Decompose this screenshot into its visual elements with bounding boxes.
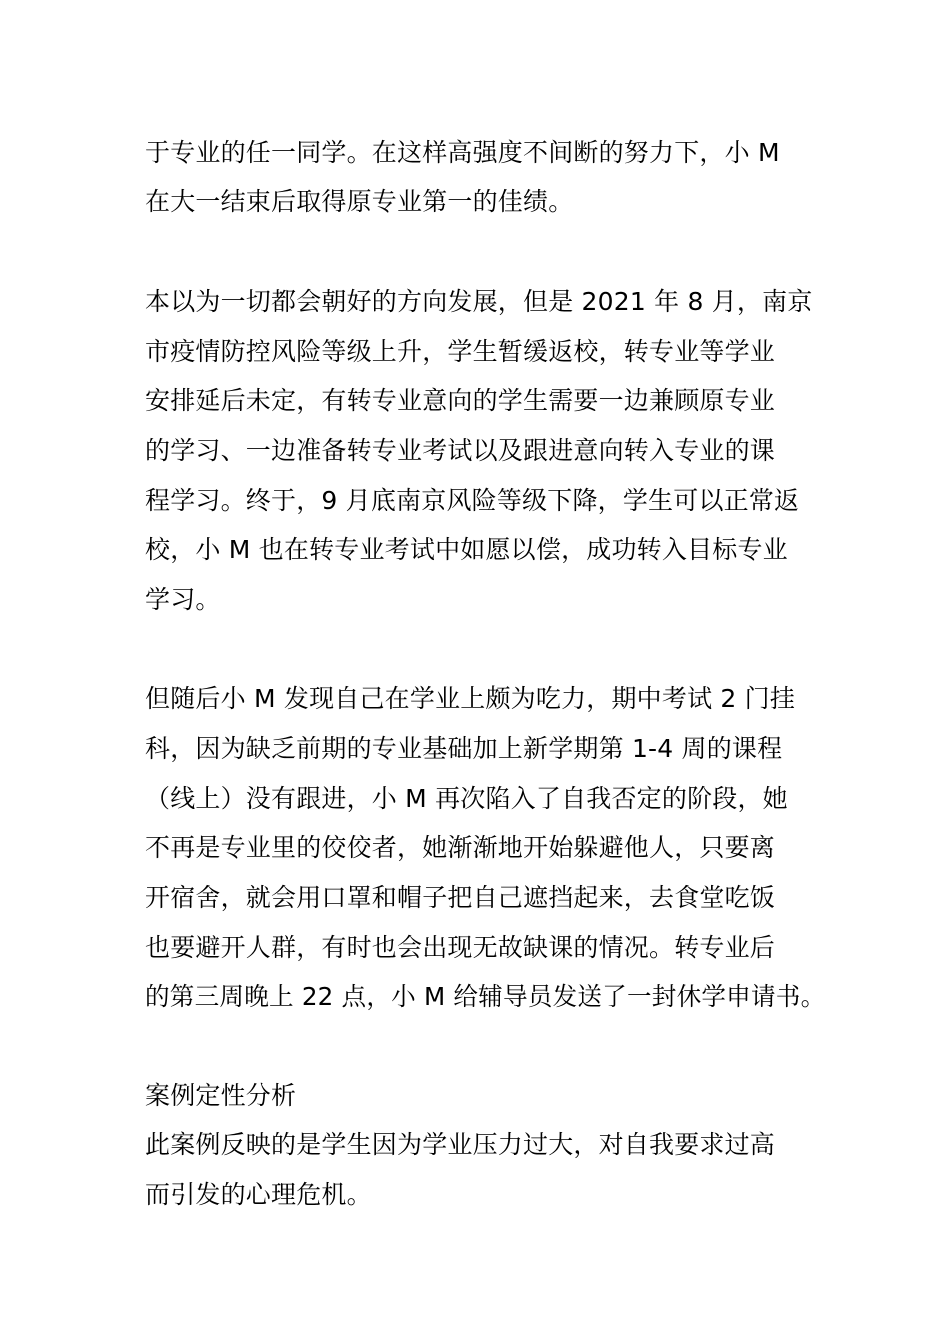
text-line: 校，小 M 也在转专业考试中如愿以偿，成功转入目标专业: [145, 535, 788, 564]
text-line: 也要避开人群，有时也会出现无故缺课的情况。转专业后: [145, 933, 776, 962]
text-line: 此案例反映的是学生因为学业压力过大，对自我要求过高: [145, 1130, 776, 1159]
text-line: 程学习。终于，9 月底南京风险等级下降，学生可以正常返: [145, 486, 800, 515]
text-line: 本以为一切都会朝好的方向发展，但是 2021 年 8 月，南京: [145, 287, 813, 316]
text-line: （线上）没有跟进，小 M 再次陷入了自我否定的阶段，她: [145, 784, 788, 813]
text-line: 的学习、一边准备转专业考试以及跟进意向转入专业的课: [145, 436, 776, 465]
text-line: 在大一结束后取得原专业第一的佳绩。: [145, 187, 574, 216]
text-line: 开宿舍，就会用口罩和帽子把自己遮挡起来，去食堂吃饭: [145, 883, 776, 912]
text-line: 不再是专业里的佼佼者，她渐渐地开始躲避他人，只要离: [145, 833, 776, 862]
text-line: 于专业的任一同学。在这样高强度不间断的努力下，小 M: [145, 138, 780, 167]
text-line: 学习。: [145, 585, 221, 614]
text-line: 安排延后未定，有转专业意向的学生需要一边兼顾原专业: [145, 386, 776, 415]
text-line: 科，因为缺乏前期的专业基础加上新学期第 1-4 周的课程: [145, 734, 783, 763]
text-line: 的第三周晚上 22 点，小 M 给辅导员发送了一封休学申请书。: [145, 982, 826, 1011]
text-line: 但随后小 M 发现自己在学业上颇为吃力，期中考试 2 门挂: [145, 684, 796, 713]
text-line: 市疫情防控风险等级上升，学生暂缓返校，转专业等学业: [145, 337, 776, 366]
section-heading: 案例定性分析: [145, 1081, 297, 1110]
text-line: 而引发的心理危机。: [145, 1180, 372, 1209]
